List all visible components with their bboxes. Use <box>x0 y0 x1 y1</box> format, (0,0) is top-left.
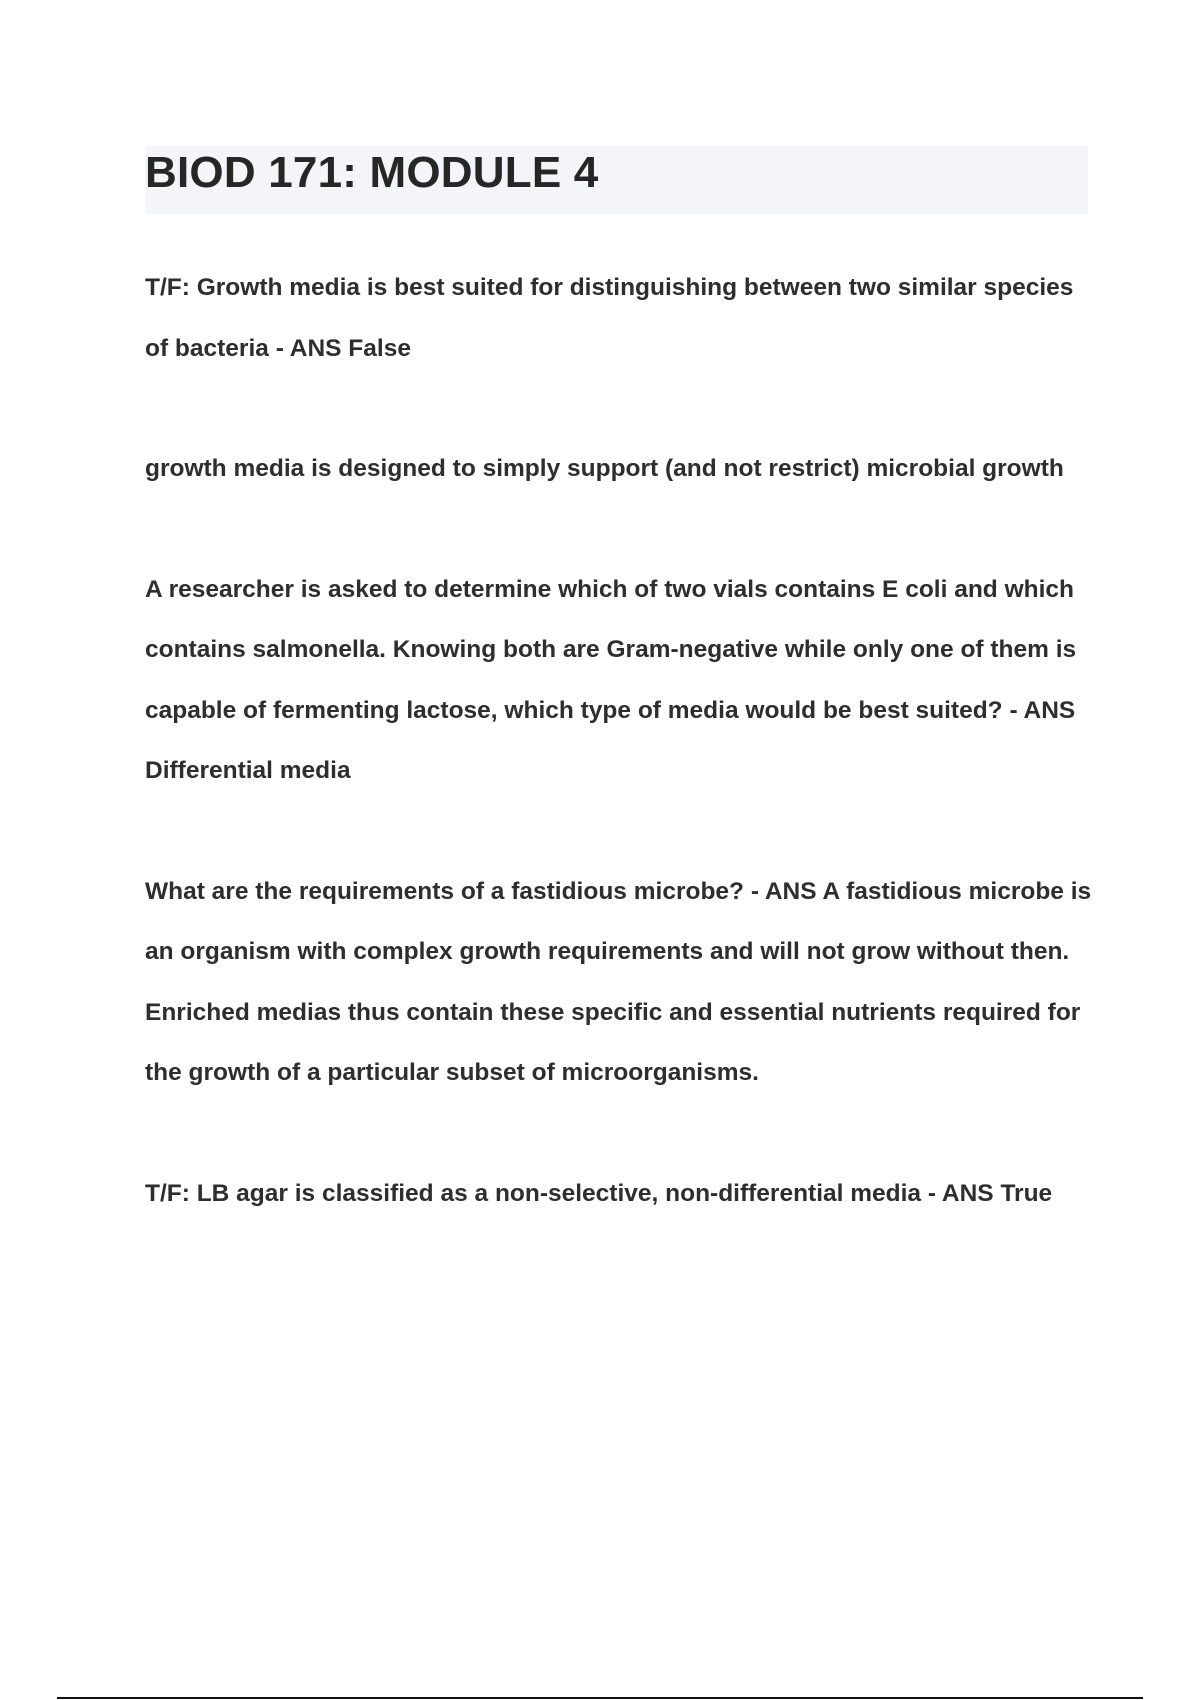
page-bottom-divider <box>57 1697 1143 1699</box>
paragraph-5: T/F: LB agar is classified as a non-selective, non-differential media - ANS True <box>145 1179 1053 1207</box>
document-body <box>145 258 1095 1284</box>
paragraph-3: A researcher is asked to determine which of two vials contains E coli and which contains salmonella. Knowing both are Gram-negative while only one of them is capable of fermenting lactose, which type of media would be best suited? - ANS Differential media <box>145 575 1077 784</box>
paragraph-4: What are the requirements of a fastidious microbe? - ANS A fastidious microbe is an organism with complex growth requirements and will not grow without then. Enriched medias thus contain these specific and essential nutrients required for the growth of a particular subset of microorganisms. <box>145 877 1092 1086</box>
paragraph-1: T/F: Growth media is best suited for distinguishing between two similar species of bacteria - ANS False <box>145 274 1074 362</box>
page-title: BIOD 171: MODULE 4 <box>145 148 599 197</box>
paragraph-2: growth media is designed to simply support (and not restrict) microbial growth <box>145 455 1064 482</box>
